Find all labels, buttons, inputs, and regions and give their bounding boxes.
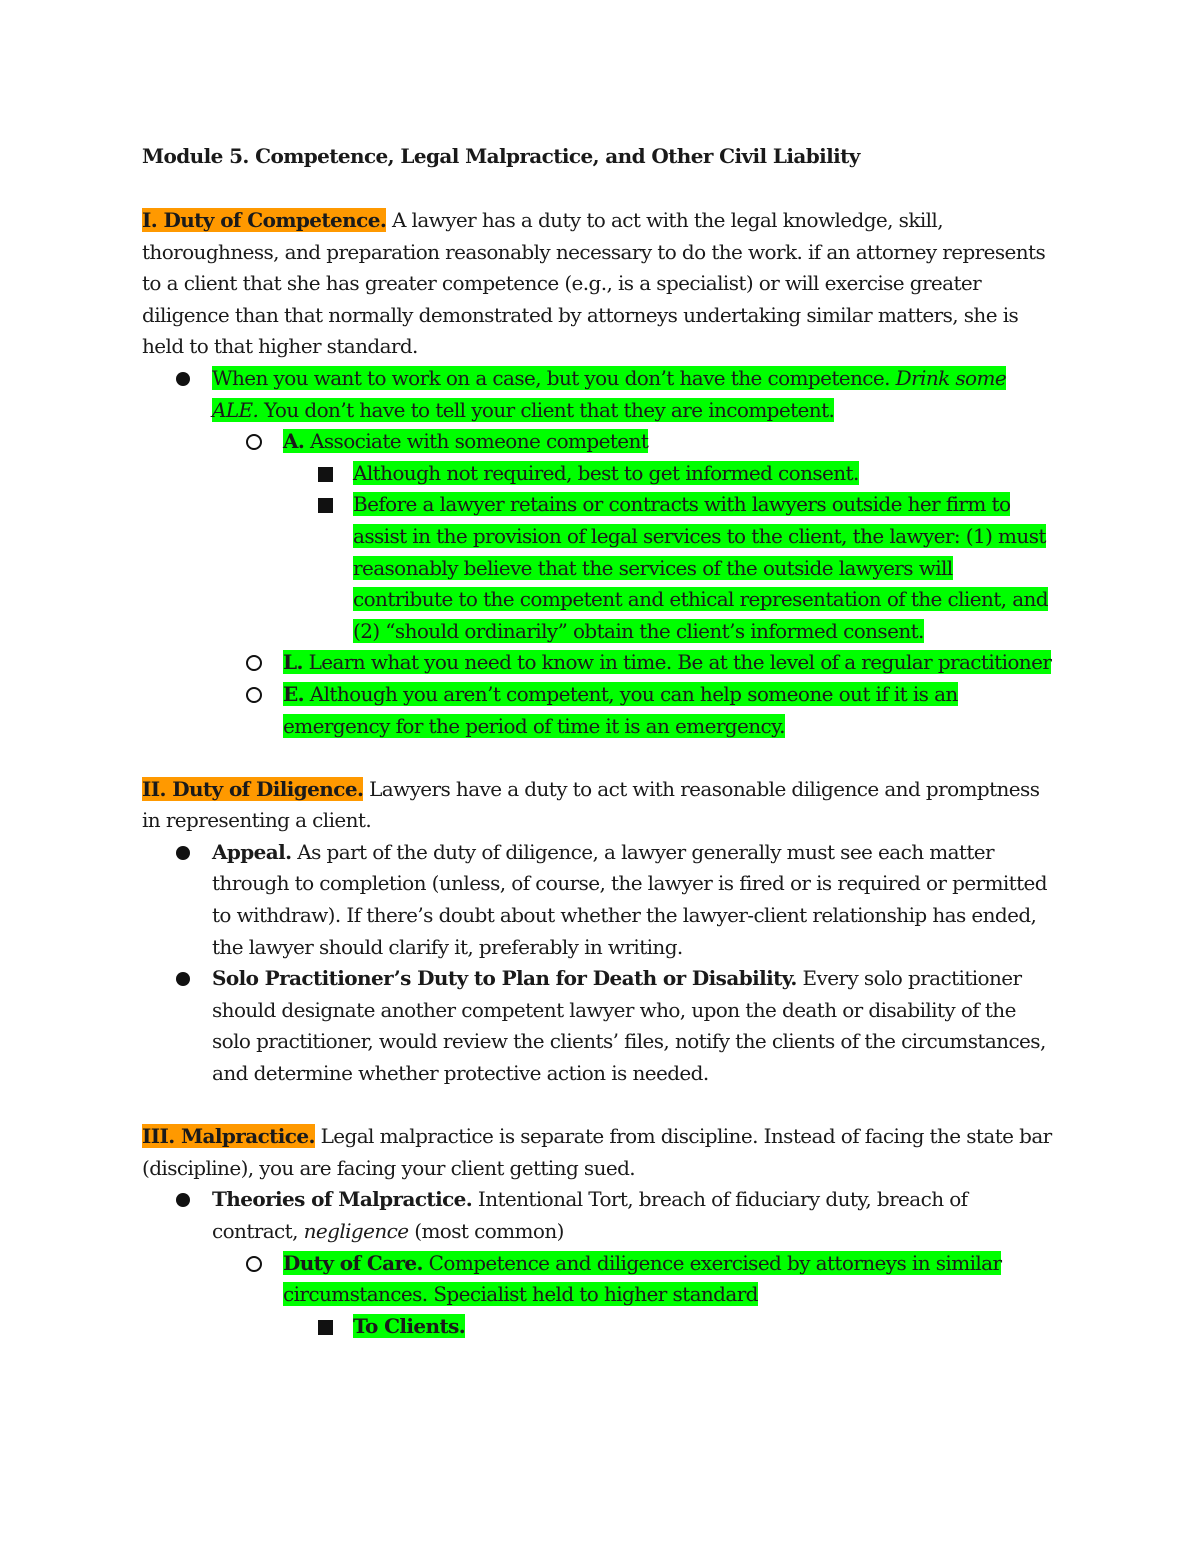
section-heading: III. Malpractice. [142, 1124, 315, 1149]
list-item: Duty of Care. Competence and diligence exercised by attorneys in similar circumstances. Specialist held to higher standard [142, 1248, 1057, 1311]
page-title: Module 5. Competence, Legal Malpractice, and Other Civil Liability [142, 144, 860, 168]
list-item: L. Learn what you need to know in time. Be at the level of a regular practitioner [142, 647, 1057, 679]
document-page [142, 138, 1057, 1342]
list-item: Appeal. As part of the duty of diligence, a lawyer generally must see each matter through to completion (unless, of course, the lawyer is fired or is required or permitted to withdraw). If there’s doubt about whether the lawyer-client relationship has ended, the lawyer should clarify it, preferably in writing. [142, 837, 1057, 963]
section-heading: II. Duty of Diligence. [142, 776, 364, 801]
bullet-icon [176, 363, 190, 396]
list-item: Solo Practitioner’s Duty to Plan for Death or Disability. Every solo practitioner should designate another competent lawyer who, upon the death or disability of the solo practitioner, would review the clients’ files, notify the clients of the circumstances, and determine whether protective action is needed. [142, 963, 1057, 1089]
section-heading: I. Duty of Competence. [142, 208, 387, 232]
hollow-bullet-icon [246, 647, 262, 681]
section-diligence [142, 774, 1057, 837]
bullet-icon [176, 1184, 190, 1217]
square-bullet-icon [318, 1311, 333, 1345]
section-body: Lawyers have a duty to act with reasonable diligence and promptness in representing a client. [142, 776, 1040, 833]
square-bullet-icon [318, 458, 333, 492]
section-malpractice [142, 1121, 1057, 1184]
bullet-icon [176, 837, 190, 870]
section-body: A lawyer has a duty to act with the legal knowledge, skill, thoroughness, and preparation reasonably necessary to do the work. if an attorney represents to a client that she has greater competence (e.g., is a specialist) or will exercise greater diligence than that normally demonstrated by attorneys undertaking similar matters, she is held to that higher standard. [142, 208, 1046, 359]
list-item: A. Associate with someone competent [142, 426, 1057, 458]
hollow-bullet-icon [246, 426, 262, 460]
list-item: Although not required, best to get informed consent. [142, 458, 1057, 490]
hollow-bullet-icon [246, 679, 262, 713]
section-body: Legal malpractice is separate from discipline. Instead of facing the state bar (discipline), you are facing your client getting sued. [142, 1124, 1052, 1180]
hollow-bullet-icon [246, 1248, 262, 1282]
section-competence [142, 205, 1057, 363]
bullet-icon [176, 963, 190, 996]
list-item: When you want to work on a case, but you don’t have the competence. Drink some ALE. You don’t have to tell your client that they are incompetent. [142, 363, 1057, 426]
list-item: E. Although you aren’t competent, you can help someone out if it is an emergency for the period of time it is an emergency. [142, 679, 1057, 742]
square-bullet-icon [318, 489, 333, 523]
list-item: Before a lawyer retains or contracts with lawyers outside her firm to assist in the provision of legal services to the client, the lawyer: (1) must reasonably believe that the services of the outside lawyers will contribute to the competent and ethical representation of the client, and (2) “should ordinarily” obtain the client’s informed consent. [142, 489, 1057, 647]
list-item: To Clients. [142, 1311, 1057, 1343]
list-item: Theories of Malpractice. Intentional Tort, breach of fiduciary duty, breach of contract, negligence (most common) [142, 1184, 1057, 1247]
